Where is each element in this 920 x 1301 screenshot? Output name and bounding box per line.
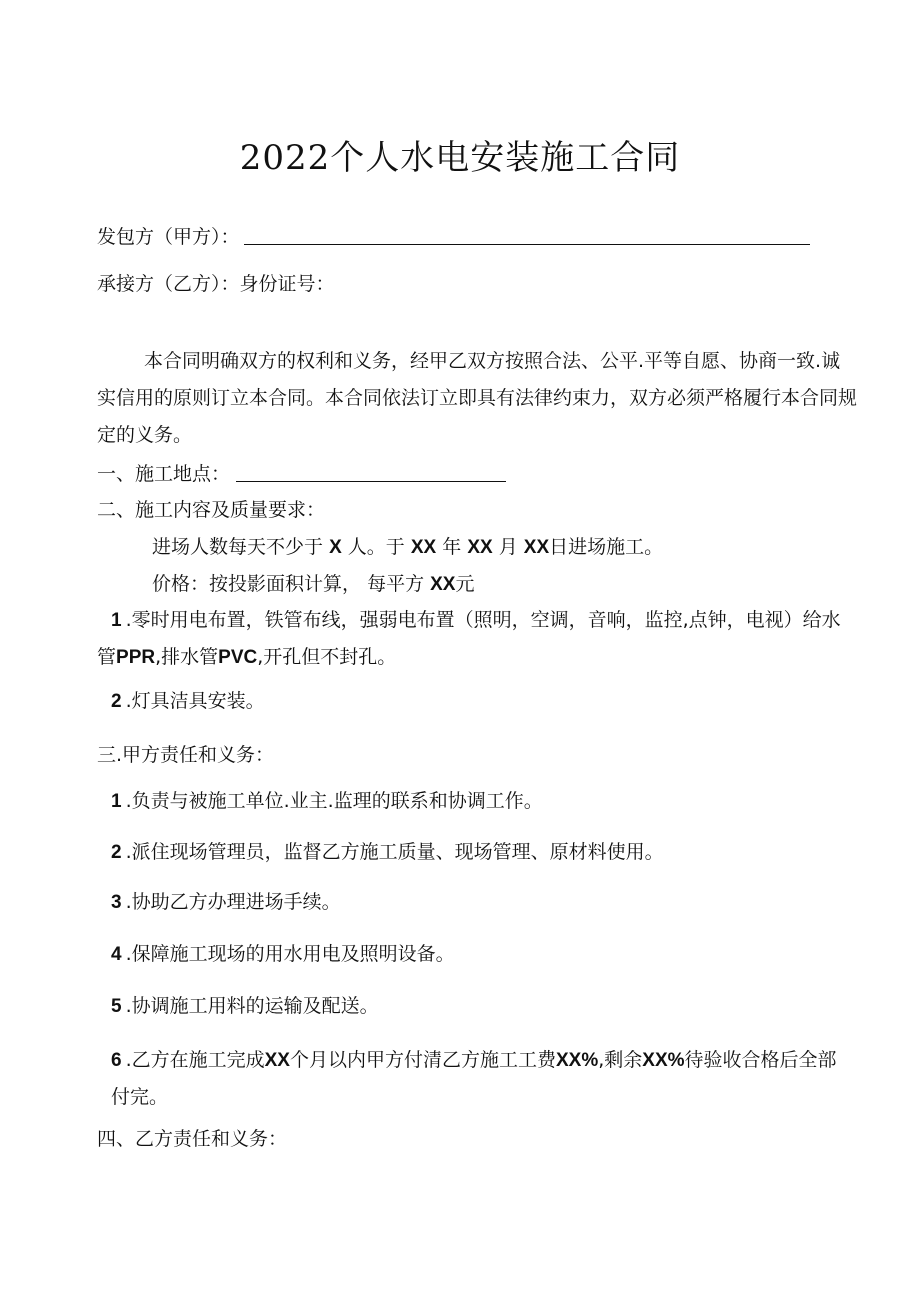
day-placeholder: XX: [523, 537, 550, 558]
pvc-label: PVC: [218, 647, 258, 668]
remaining-percent-placeholder: XX%: [642, 1050, 685, 1071]
section-2-heading: [97, 497, 325, 523]
content-item-1-number: 1: [111, 610, 122, 631]
duty-a-item-5-number: 5: [111, 996, 122, 1017]
duty-a-item-3: [111, 889, 341, 916]
content-item-2-number: 2: [111, 691, 122, 712]
section-2-label: 二、施工内容及质量要求：: [97, 499, 326, 521]
duty-a-item-3-number: 3: [111, 892, 122, 913]
duty-a-item-6-number: 6: [111, 1050, 122, 1071]
content-item-2-text: .灯具洁具安装。: [125, 690, 265, 712]
duty-a-item-1-text: .负责与被施工单位.业主.监理的联系和协调工作。: [125, 790, 543, 812]
duty-a-item-1-number: 1: [111, 791, 122, 812]
price-text-2: 每平方: [367, 573, 425, 595]
section-1-label: 一、施工地点：: [97, 463, 231, 485]
duty-a-item-2-text: .派住现场管理员，监督乙方施工质量、现场管理、原材料使用。: [125, 841, 664, 863]
people-text-5: 日进场施工。: [549, 536, 664, 558]
duty-a-item-5: [111, 993, 379, 1020]
party-b-line: [97, 271, 335, 297]
duty-a-item-1: [111, 788, 543, 815]
duty-a-item-4-number: 4: [111, 944, 122, 965]
people-text-2: 人。于: [347, 536, 405, 558]
content-item-1-text-3: ,开孔但不封孔。: [257, 646, 397, 668]
duty-a-item-2: [111, 839, 664, 866]
content-item-2: [111, 688, 265, 715]
party-a-label: 发包方（甲方）：: [97, 226, 240, 248]
section-4-heading: [97, 1126, 287, 1152]
content-item-1-text: .零时用电布置，铁管布线，强弱电布置（照明，空调，音响，监控,点钟，电视）给水管: [97, 609, 841, 668]
month-placeholder: XX: [467, 537, 493, 558]
intro-text: 本合同明确双方的权利和义务，经甲乙双方按照合法、公平.平等自愿、协商一致.诚实信用的原则订立本合同。本合同依法订立即具有法律约束力，双方必须严格履行本合同规定的义务。: [97, 350, 858, 446]
people-line: [152, 534, 663, 561]
site-location-blank: [236, 463, 506, 482]
duty-a-item-3-text: .协助乙方办理进场手续。: [125, 891, 341, 913]
duty-a-item-6: [111, 1042, 851, 1116]
price-text-1: 价格：按投影面积计算，: [152, 573, 362, 595]
party-b-label: 承接方（乙方）：身份证号：: [97, 273, 335, 295]
ppr-label: PPR: [116, 647, 156, 668]
party-a-blank: [244, 226, 810, 245]
price-unit: 元: [455, 573, 475, 595]
people-text-1: 进场人数每天不少于: [152, 536, 324, 558]
duty-a-item-6-text-1: .乙方在施工完成: [125, 1049, 265, 1071]
price-placeholder: XX: [430, 574, 456, 595]
duty-a-item-6-text-2: 个月以内甲方付清乙方施工工费: [289, 1049, 556, 1071]
party-a-line: [97, 224, 810, 250]
duty-a-item-4: [111, 941, 455, 968]
price-line: [152, 571, 475, 598]
document-title: 2022个人水电安装施工合同: [239, 138, 681, 178]
duty-a-item-5-text: .协调施工用料的运输及配送。: [125, 995, 379, 1017]
section-3-heading: [97, 742, 274, 768]
content-item-1: [97, 602, 857, 676]
paid-percent-placeholder: XX%: [556, 1050, 599, 1071]
duty-a-item-2-number: 2: [111, 842, 122, 863]
section-3-label: 三.甲方责任和义务：: [97, 744, 275, 766]
people-count-placeholder: X: [329, 537, 342, 558]
duty-a-item-6-text-3: ,剩余: [598, 1049, 643, 1071]
people-text-3: 年: [442, 536, 462, 558]
intro-paragraph: [97, 343, 857, 454]
year-placeholder: XX: [410, 537, 437, 558]
section-4-label: 四、乙方责任和义务：: [97, 1128, 288, 1150]
section-1-heading: [97, 461, 506, 487]
people-text-4: 月: [498, 536, 518, 558]
duty-a-item-6-text-4: 待验收合格后全部付完。: [111, 1049, 837, 1108]
content-item-1-text-2: ,排水管: [155, 646, 219, 668]
duty-a-item-4-text: .保障施工现场的用水用电及照明设备。: [125, 943, 455, 965]
months-placeholder: XX: [264, 1050, 290, 1071]
